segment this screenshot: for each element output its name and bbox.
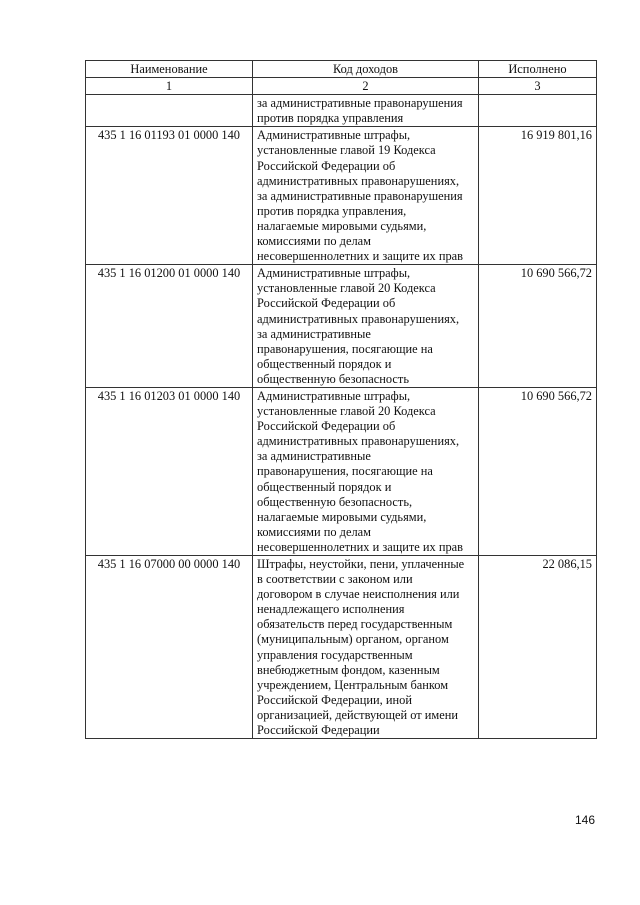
- revenue-name-line: за административные: [257, 326, 371, 341]
- revenue-name-line: общественный порядок и: [257, 356, 392, 371]
- executed-amount: 16 919 801,16: [479, 127, 597, 265]
- table-row: [86, 556, 597, 739]
- revenue-name-line: договором в случае неисполнения или: [257, 587, 460, 602]
- header-executed: Исполнено: [479, 61, 597, 78]
- revenue-name-line: Российской Федерации об: [257, 419, 396, 434]
- revenue-name: [253, 387, 479, 555]
- revenue-code: [86, 95, 253, 127]
- revenue-name-line: комиссиями по делам: [257, 524, 371, 539]
- revenue-table: [85, 60, 597, 739]
- revenue-name-line: учреждением, Центральным банком: [257, 677, 449, 692]
- executed-amount: [479, 95, 597, 127]
- table-body: [86, 95, 597, 739]
- header-name: Наименование: [86, 61, 253, 78]
- revenue-name-line: налагаемые мировыми судьями,: [257, 218, 427, 233]
- revenue-name-line: за административные правонарушения: [257, 188, 463, 203]
- executed-amount: 10 690 566,72: [479, 387, 597, 555]
- revenue-name-line: Российской Федерации: [257, 723, 380, 738]
- revenue-name-line: правонарушения, посягающие на: [257, 464, 433, 479]
- header-code: Код доходов: [253, 61, 479, 78]
- table-row: [86, 387, 597, 555]
- executed-amount: 22 086,15: [479, 556, 597, 739]
- revenue-name-line: административных правонарушениях,: [257, 173, 460, 188]
- column-number-2: 2: [253, 78, 479, 95]
- revenue-name-line: правонарушения, посягающие на: [257, 341, 433, 356]
- revenue-name-line: Административные штрафы,: [257, 388, 411, 403]
- revenue-name-line: несовершеннолетних и защите их прав: [257, 249, 464, 264]
- revenue-name: [253, 556, 479, 739]
- revenue-name-line: за административные: [257, 449, 371, 464]
- executed-amount: 10 690 566,72: [479, 265, 597, 388]
- column-number-1: 1: [86, 78, 253, 95]
- revenue-name-line: установленные главой 20 Кодекса: [257, 281, 436, 296]
- revenue-name: [253, 127, 479, 265]
- revenue-name-line: против порядка управления,: [257, 203, 407, 218]
- revenue-name-line: комиссиями по делам: [257, 234, 371, 249]
- revenue-name-line: управления государственным: [257, 647, 413, 662]
- revenue-name-line: установленные главой 19 Кодекса: [257, 143, 436, 158]
- revenue-name-line: общественную безопасность: [257, 371, 409, 386]
- revenue-name-line: внебюджетным фондом, казенным: [257, 662, 440, 677]
- revenue-code: 435 1 16 07000 00 0000 140: [86, 556, 253, 739]
- column-number-row: [86, 78, 597, 95]
- header-row: [86, 61, 597, 78]
- revenue-name-line: налагаемые мировыми судьями,: [257, 509, 427, 524]
- revenue-name-line: против порядка управления: [257, 111, 404, 126]
- revenue-name: [253, 95, 479, 127]
- revenue-code: 435 1 16 01193 01 0000 140: [86, 127, 253, 265]
- revenue-name-line: ненадлежащего исполнения: [257, 602, 405, 617]
- revenue-name-line: административных правонарушениях,: [257, 434, 460, 449]
- revenue-code: 435 1 16 01203 01 0000 140: [86, 387, 253, 555]
- revenue-name-line: установленные главой 20 Кодекса: [257, 404, 436, 419]
- revenue-name: [253, 265, 479, 388]
- revenue-name-line: Штрафы, неустойки, пени, уплаченные: [257, 557, 465, 571]
- page-number: 146: [574, 813, 595, 827]
- table-row: [86, 95, 597, 127]
- revenue-name-line: административных правонарушениях,: [257, 311, 460, 326]
- revenue-name-line: общественную безопасность,: [257, 494, 413, 509]
- revenue-name-line: обязательств перед государственным: [257, 617, 453, 632]
- revenue-name-line: Российской Федерации об: [257, 296, 396, 311]
- revenue-name-line: в соответствии с законом или: [257, 572, 413, 587]
- table-row: [86, 127, 597, 265]
- revenue-name-line: Российской Федерации об: [257, 158, 396, 173]
- revenue-name-line: (муниципальным) органом, органом: [257, 632, 449, 647]
- revenue-name-line: за административные правонарушения: [257, 96, 463, 111]
- revenue-name-line: несовершеннолетних и защите их прав: [257, 539, 464, 554]
- revenue-name-line: Административные штрафы,: [257, 128, 411, 143]
- revenue-code: 435 1 16 01200 01 0000 140: [86, 265, 253, 388]
- column-number-3: 3: [479, 78, 597, 95]
- revenue-name-line: Административные штрафы,: [257, 266, 411, 281]
- table-row: [86, 265, 597, 388]
- revenue-name-line: Российской Федерации, иной: [257, 692, 412, 707]
- revenue-name-line: организацией, действующей от имени: [257, 707, 458, 722]
- revenue-name-line: общественный порядок и: [257, 479, 392, 494]
